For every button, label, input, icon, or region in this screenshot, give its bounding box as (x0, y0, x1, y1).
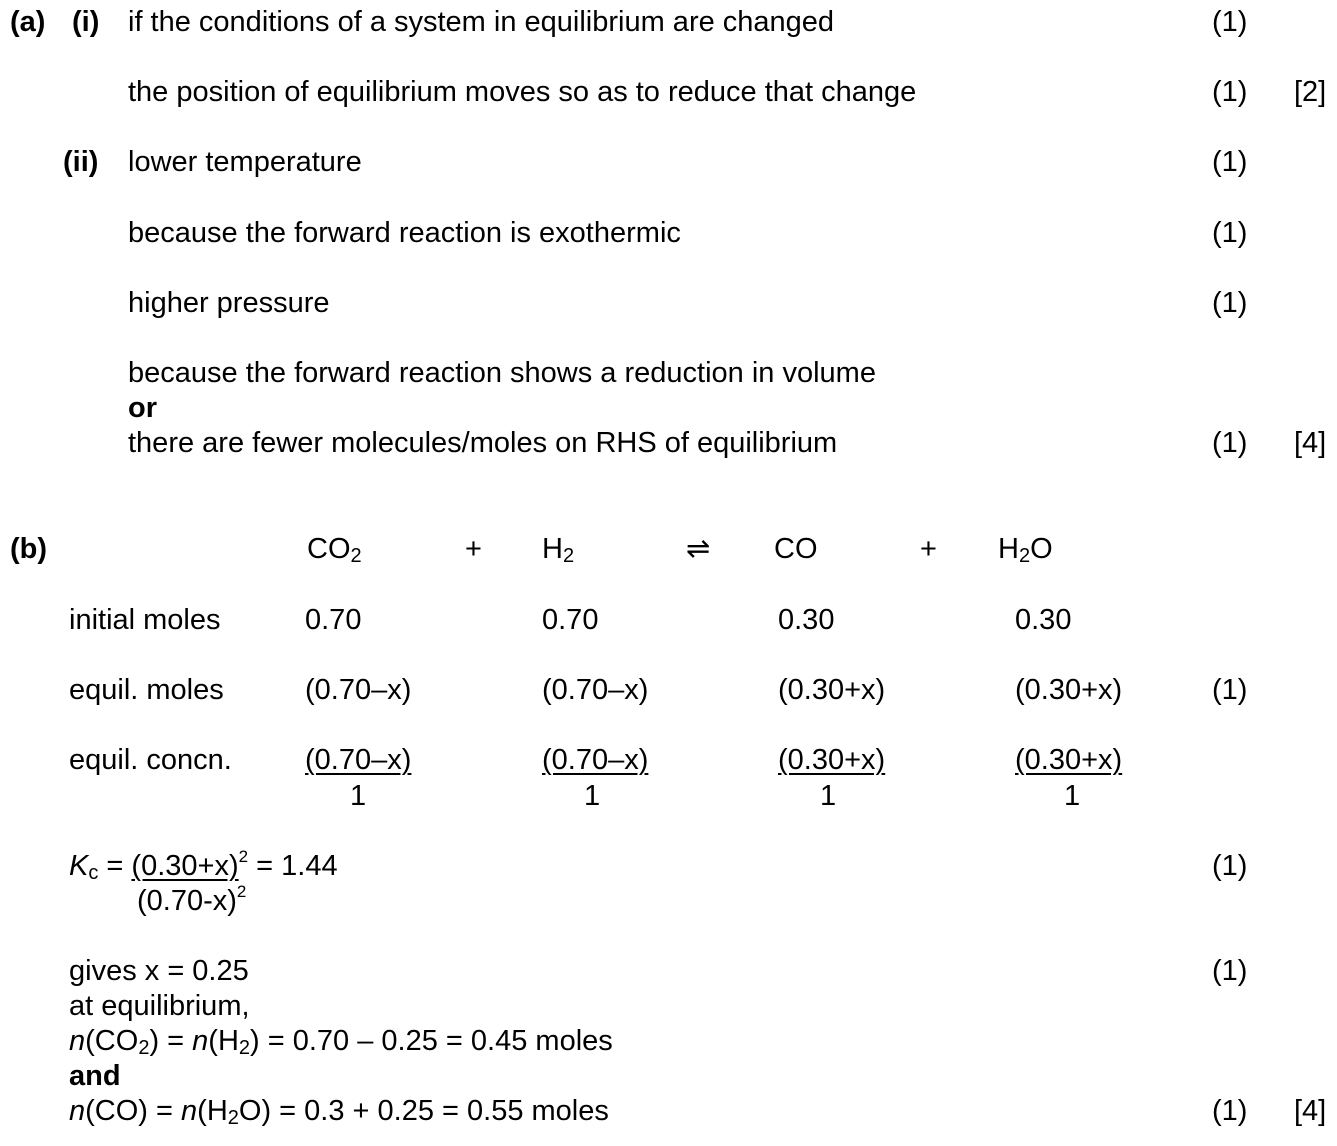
a-ii-mark1: (1) (1212, 146, 1248, 178)
gives-x-line: gives x = 0.25 (69, 955, 249, 987)
concn-h2-numerator: (0.70–x) (542, 744, 649, 776)
initial-co: 0.30 (778, 604, 835, 636)
n-co-h2o-line: $n(CO) = n(H_2O) = 0.3 + 0.25 = 0.55$ moles (69, 1095, 609, 1129)
equil-concn-label: equil. concn. (69, 744, 232, 776)
a-i-mark1: (1) (1212, 6, 1248, 38)
equil-moles-label: equil. moles (69, 674, 224, 706)
part-a-i-label: (i) (72, 6, 100, 38)
equil-h2: (0.70–x) (542, 674, 649, 706)
species-h2: $H_2$ (542, 533, 575, 567)
initial-co2: 0.70 (305, 604, 362, 636)
a-ii-mark4: (1) (1212, 427, 1248, 459)
kc-denominator: $(0.70-x)^2$ (137, 882, 247, 917)
a-ii-line4: because the forward reaction shows a reduction in volume (128, 357, 876, 389)
plus-sign-2: + (920, 533, 937, 565)
a-i-line1: if the conditions of a system in equilibrium are changed (128, 6, 835, 38)
equil-h2o: (0.30+x) (1015, 674, 1123, 706)
final-mark: (1) (1212, 1095, 1248, 1127)
kc-mark: (1) (1212, 850, 1248, 882)
a-ii-total: [4] (1294, 427, 1327, 459)
part-b-total: [4] (1294, 1095, 1327, 1127)
a-ii-mark3: (1) (1212, 287, 1248, 319)
a-ii-mark2: (1) (1212, 217, 1248, 249)
species-co: CO (774, 533, 818, 565)
n-co2-h2-line: $n(CO_2) = n(H_2) = 0.70 - 0.25 = 0.45$ moles (69, 1025, 613, 1059)
plus-sign-1: + (465, 533, 482, 565)
a-ii-line2: because the forward reaction is exothermic (128, 217, 681, 249)
part-b-label: (b) (10, 533, 48, 565)
a-ii-line5: there are fewer molecules/moles on RHS of equilibrium (128, 427, 838, 459)
concn-co2-numerator: (0.70–x) (305, 744, 412, 776)
a-i-mark2: (1) (1212, 76, 1248, 108)
equil-co2: (0.70–x) (305, 674, 412, 706)
a-ii-or: or (128, 392, 157, 424)
a-ii-line3: higher pressure (128, 287, 330, 319)
a-i-line2: the position of equilibrium moves so as to reduce that change (128, 76, 917, 108)
concn-co-denominator: 1 (820, 780, 837, 812)
a-i-total: [2] (1294, 76, 1327, 108)
at-equilibrium-line: at equilibrium, (69, 990, 250, 1022)
part-a-label: (a) (10, 6, 46, 38)
concn-h2-denominator: 1 (584, 780, 601, 812)
initial-moles-label: initial moles (69, 604, 221, 636)
concn-co2-denominator: 1 (350, 780, 367, 812)
equilibrium-arrow: ⇌ (686, 533, 711, 565)
species-co2: $CO_2$ (307, 533, 362, 567)
concn-co-numerator: (0.30+x) (778, 744, 886, 776)
a-ii-line1: lower temperature (128, 146, 362, 178)
equil-moles-mark: (1) (1212, 674, 1248, 706)
concn-h2o-numerator: (0.30+x) (1015, 744, 1123, 776)
concn-h2o-denominator: 1 (1064, 780, 1081, 812)
and-word: and (69, 1060, 121, 1092)
kc-expression: $K_c = (0.30+x)^2 = 1.44$ (69, 847, 338, 884)
species-h2o: $H_2O$ (998, 533, 1053, 567)
gives-mark: (1) (1212, 955, 1248, 987)
initial-h2o: 0.30 (1015, 604, 1072, 636)
equil-co: (0.30+x) (778, 674, 886, 706)
initial-h2: 0.70 (542, 604, 599, 636)
part-a-ii-label: (ii) (63, 146, 99, 178)
